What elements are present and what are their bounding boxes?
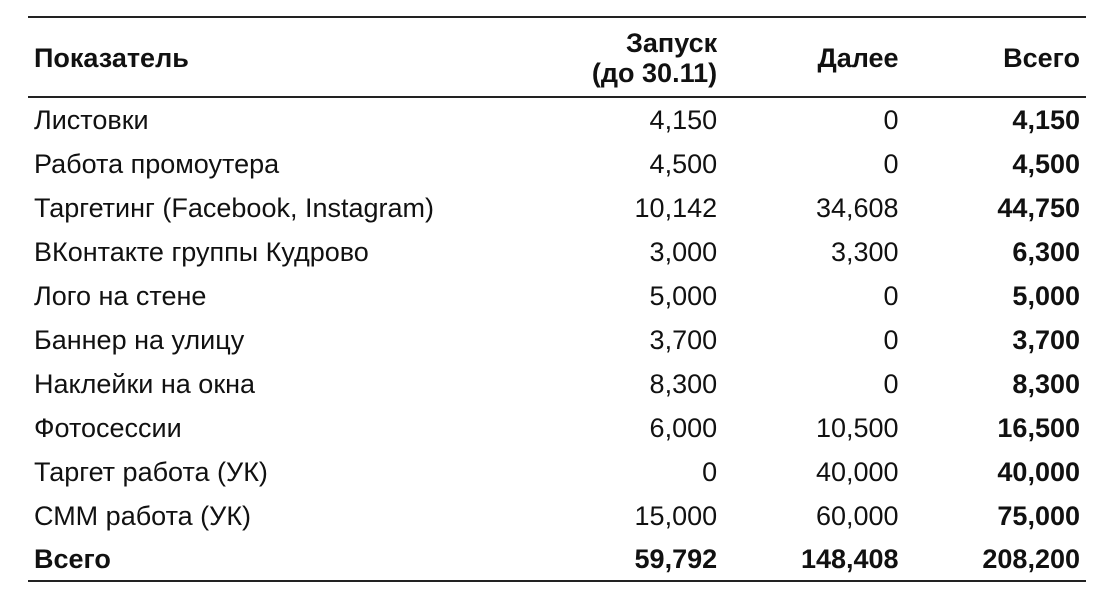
row-total-value: 40,000: [997, 457, 1080, 488]
totals-label: Всего: [28, 538, 548, 581]
totals-row: [28, 538, 1086, 581]
row-indicator-name: ВКонтакте группы Кудрово: [34, 237, 369, 268]
header-indicator: Показатель: [28, 17, 548, 97]
table-row: [28, 230, 1086, 274]
row-indicator-name: Таргетинг (Facebook, Instagram): [34, 193, 435, 224]
row-total-value: 3,700: [1012, 325, 1080, 356]
table-body: [28, 97, 1086, 581]
row-indicator-name: СММ работа (УК): [34, 501, 252, 532]
budget-table: [28, 16, 1086, 582]
totals-launch: 59,792: [548, 538, 723, 581]
table-row: [28, 318, 1086, 362]
row-indicator-name: Работа промоутера: [34, 149, 280, 180]
row-next-value: 0: [883, 369, 899, 400]
row-launch-value: 6,000: [649, 413, 718, 444]
row-next-value: 10,500: [815, 413, 899, 444]
row-next-value: 34,608: [815, 193, 899, 224]
totals-next: 148,408: [723, 538, 904, 581]
totals-total: 208,200: [905, 538, 1086, 581]
table-row: [28, 406, 1086, 450]
row-launch-value: 8,300: [649, 369, 718, 400]
header-launch: [548, 17, 723, 97]
header-total: Всего: [905, 17, 1086, 97]
row-launch-value: 10,142: [634, 193, 718, 224]
row-total-value: 8,300: [1012, 369, 1080, 400]
row-launch-value: 3,000: [649, 237, 718, 268]
row-indicator-name: Наклейки на окна: [34, 369, 256, 400]
row-next-value: 0: [883, 281, 899, 312]
row-next-value: 0: [883, 325, 899, 356]
table-row: [28, 274, 1086, 318]
row-indicator-name: Баннер на улицу: [34, 325, 245, 356]
table-row: [28, 494, 1086, 538]
row-next-value: 3,300: [830, 237, 899, 268]
row-next-value: 60,000: [815, 501, 899, 532]
row-launch-value: 5,000: [649, 281, 718, 312]
row-launch-value: 15,000: [634, 501, 718, 532]
row-total-value: 4,500: [1012, 149, 1080, 180]
table-header: [28, 17, 1086, 97]
table-row: [28, 450, 1086, 494]
table-row: [28, 142, 1086, 186]
row-indicator-name: Лого на стене: [34, 281, 207, 312]
table-row: [28, 362, 1086, 406]
row-next-value: 0: [883, 105, 899, 136]
header-next: Далее: [723, 17, 904, 97]
row-total-value: 5,000: [1012, 281, 1080, 312]
row-indicator-name: Таргет работа (УК): [34, 457, 268, 488]
row-total-value: 75,000: [997, 501, 1080, 532]
row-total-value: 4,150: [1012, 105, 1080, 136]
row-launch-value: 4,500: [649, 149, 718, 180]
table-row: [28, 97, 1086, 142]
row-launch-value: 4,150: [649, 105, 718, 136]
row-total-value: 6,300: [1012, 237, 1080, 268]
row-indicator-name: Фотосессии: [34, 413, 182, 444]
header-launch-line2: (до 30.11): [591, 58, 718, 89]
row-next-value: 40,000: [815, 457, 899, 488]
header-row: [28, 17, 1086, 97]
row-indicator-name: Листовки: [34, 105, 149, 136]
table-row: [28, 186, 1086, 230]
header-launch-line1: Запуск: [626, 28, 718, 58]
row-total-value: 16,500: [997, 413, 1080, 444]
row-total-value: 44,750: [997, 193, 1080, 224]
row-launch-value: 3,700: [649, 325, 718, 356]
row-next-value: 0: [883, 149, 899, 180]
row-launch-value: 0: [702, 457, 718, 488]
